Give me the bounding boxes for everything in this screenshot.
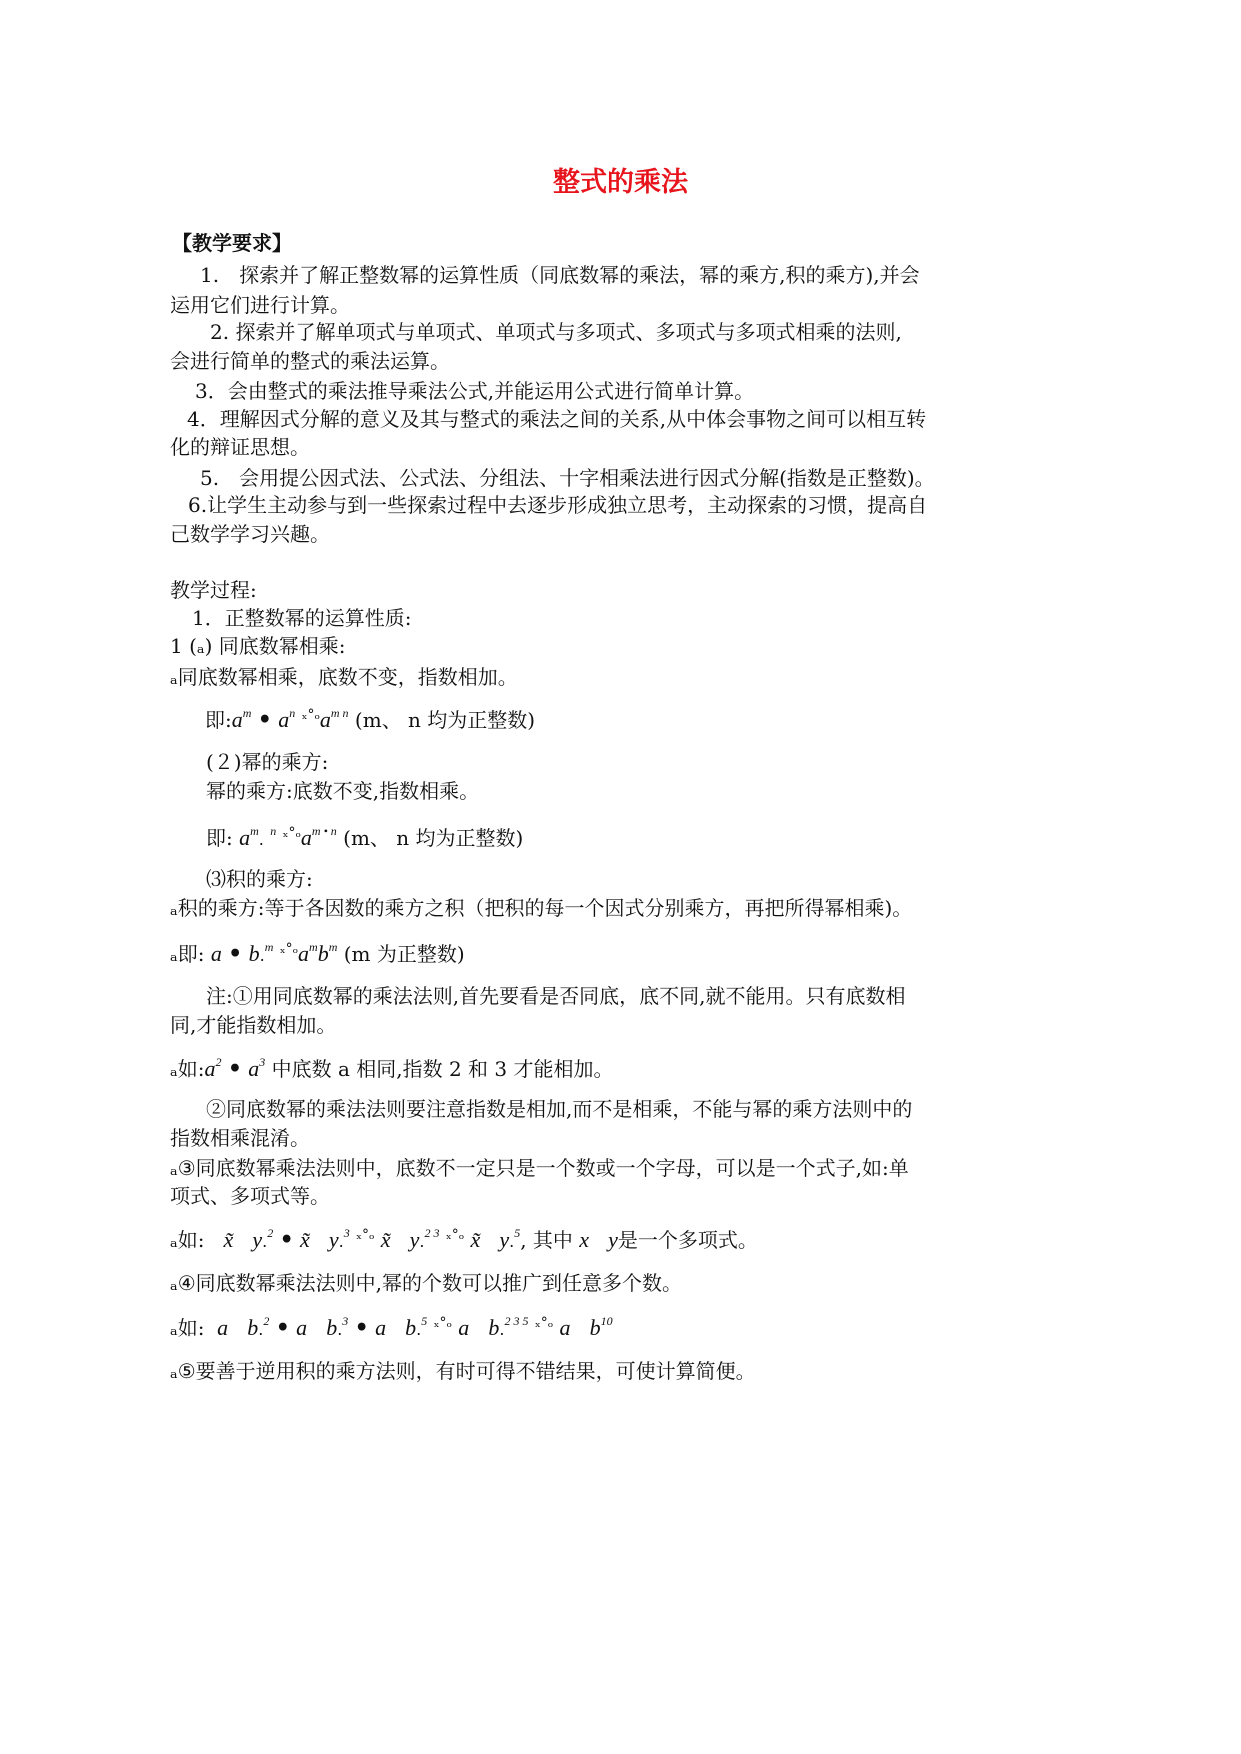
math-base: a [458,1315,470,1340]
math-base: b [248,941,260,966]
requirement-1-cont: 运用它们进行计算。 [170,293,350,317]
formula-note: (m、 n 均为正整数) [354,708,536,732]
dot-mark: . [258,830,264,849]
formula-prefix: 即: [206,826,233,850]
math-base: a [559,1315,571,1340]
multiply-dot: • [354,1315,369,1341]
property-2-title: (２)幂的乘方: [206,750,329,774]
equals-mark: ₓ°ₒ [279,941,299,957]
requirement-6-cont: 己数学学习兴趣。 [170,522,330,546]
math-base: a [300,825,312,850]
math-exponent: m [250,824,259,838]
math-exponent: n [270,824,277,838]
requirement-1: 1. 探索并了解正整数幂的运算性质（同底数幂的乘法，幂的乘方,积的乘方),并会 [200,263,920,287]
dot-mark: . [419,1232,425,1251]
math-base: b [326,1315,338,1340]
process-heading: 教学过程: [170,578,257,602]
math-exponent: 3 [343,1226,350,1240]
requirement-2: 2. 探索并了解单项式与单项式、单项式与多项式、多项式与多项式相乘的法则, [210,320,902,344]
multiply-dot: • [227,1056,242,1082]
math-exponent: 10 [600,1314,613,1328]
note-2-cont: 指数相乘混淆。 [170,1126,310,1150]
requirement-5: 5. 会用提公因式法、公式法、分组法、十字相乘法进行因式分解(指数是正整数)。 [200,466,935,490]
math-base: b [405,1315,417,1340]
requirement-4-cont: 化的辩证思想。 [170,435,310,459]
math-exponent: 3 [259,1055,266,1069]
math-exponent: 3 [342,1314,349,1328]
formula-product-rule [205,708,535,735]
equals-mark: ₓ°ₒ [534,1315,554,1331]
requirement-4: 4．理解因式分解的意义及其与整式的乘法之间的关系,从中体会事物之间可以相互转 [187,407,927,431]
math-exponent: 2 [215,1055,222,1069]
equals-mark: ₓ°ₒ [433,1315,452,1331]
math-exponent: 2 [267,1226,274,1240]
dot-mark: . [499,1320,505,1339]
math-base: y [409,1227,420,1252]
example-prefix: ₐ如: [170,1228,205,1252]
math-exponent: 2 3 [424,1226,440,1240]
note-5: ₐ⑤要善于逆用积的乘方法则，有时可得不错结果，可使计算简便。 [170,1359,756,1383]
math-base: a [210,941,222,966]
math-base: a [239,825,251,850]
math-base: b [589,1315,601,1340]
math-base: a [319,707,331,732]
math-exponent: m n [330,706,349,720]
example-4 [170,1316,613,1343]
requirements-heading: 【教学要求】 [172,231,292,255]
property-2-rule: 幂的乘方:底数不变,指数相乘。 [206,779,480,803]
requirement-6: 6.让学生主动参与到一些探索过程中去逐步形成独立思考，主动探索的习惯，提高自 [188,493,928,517]
math-exponent: m [309,940,318,954]
example-text: 中底数 a 相同,指数 2 和 3 才能相加。 [271,1057,614,1081]
math-base: y [608,1227,618,1252]
note-2: ②同底数幂的乘法法则要注意指数是相加,而不是相乘，不能与幂的乘方法则中的 [206,1097,913,1121]
formula-product-power-rule [170,942,465,969]
math-exponent: 2 [263,1314,270,1328]
math-base: b [317,941,329,966]
math-base: b [488,1315,500,1340]
equals-mark: ₓ°ₒ [282,825,301,841]
requirement-3: 3．会由整式的乘法推导乘法公式,并能运用公式进行简单计算。 [195,379,755,403]
math-base: b [247,1315,259,1340]
requirement-2-cont: 会进行简单的整式的乘法运算。 [170,349,450,373]
note-4: ₐ④同底数幂乘法法则中,幂的个数可以推广到任意多个数。 [170,1271,683,1295]
math-base: x̃ [223,1227,234,1252]
property-1-title: 1 (ₐ) 同底数幂相乘: [170,634,346,658]
process-section-1: 1．正整数幂的运算性质: [192,606,412,630]
formula-prefix: 即: [205,708,232,732]
math-base: y [328,1227,339,1252]
math-base: a [248,1056,260,1081]
math-base: a [217,1315,229,1340]
note-1-cont: 同,才能指数相加。 [170,1013,337,1037]
example-1 [170,1057,613,1084]
math-base: a [298,941,310,966]
note-1: 注:①用同底数幂的乘法法则,首先要看是否同底，底不同,就不能用。只有底数相 [206,984,906,1008]
math-exponent: 2 3 5 [504,1314,529,1328]
math-exponent: 5 [514,1226,521,1240]
equals-mark: ₓ°ₒ [356,1227,375,1243]
formula-note: (m 为正整数) [343,942,465,966]
dot-mark: . [416,1320,422,1339]
math-base: x̃ [470,1227,481,1252]
math-exponent: m [328,940,338,954]
note-3-cont: 项式、多项式等。 [170,1184,330,1208]
dot-mark: . [337,1320,343,1339]
dot-mark: . [258,1320,264,1339]
multiply-dot: • [279,1227,294,1253]
formula-power-rule [206,826,523,853]
dot-mark: . [259,946,265,965]
example-text: 是一个多项式。 [617,1228,758,1252]
note-3: ₐ③同底数幂乘法法则中，底数不一定只是一个数或一个字母，可以是一个式子,如:单 [170,1156,909,1180]
math-base: a [278,707,290,732]
math-exponent: m [264,940,274,954]
math-base: x [579,1227,590,1252]
math-base: a [231,707,243,732]
dot-mark: . [509,1232,515,1251]
example-prefix: ₐ如: [170,1316,205,1340]
example-prefix: ₐ如: [170,1057,205,1081]
math-exponent: 5 [421,1314,428,1328]
math-exponent: m [242,706,252,720]
example-text: , 其中 [520,1228,573,1252]
multiply-dot: • [257,707,272,733]
formula-prefix: ₐ即: [170,942,205,966]
math-exponent: n [289,706,296,720]
property-1-rule: ₐ同底数幂相乘，底数不变，指数相加。 [170,665,518,689]
math-base: y [252,1227,263,1252]
multiply-dot: • [228,941,243,967]
dot-mark: . [262,1232,268,1251]
math-base: a [296,1315,308,1340]
property-3-title: ⑶积的乘方: [206,867,313,891]
formula-note: (m、 n 均为正整数) [343,826,524,850]
property-3-rule: ₐ积的乘方:等于各因数的乘方之积（把积的每一个因式分别乘方，再把所得幂相乘)。 [170,896,913,920]
math-base: a [204,1056,216,1081]
equals-mark: ₓ°ₒ [301,707,320,723]
multiply-dot: • [275,1315,290,1341]
math-exponent: m • n [311,824,337,838]
page-title: 整式的乘法 [553,167,688,198]
math-base: x̃ [300,1227,310,1252]
example-3 [170,1228,758,1255]
dot-mark: . [338,1232,344,1251]
math-base: x̃ [380,1227,391,1252]
equals-mark: ₓ°ₒ [445,1227,465,1243]
math-base: a [375,1315,387,1340]
math-base: y [499,1227,510,1252]
